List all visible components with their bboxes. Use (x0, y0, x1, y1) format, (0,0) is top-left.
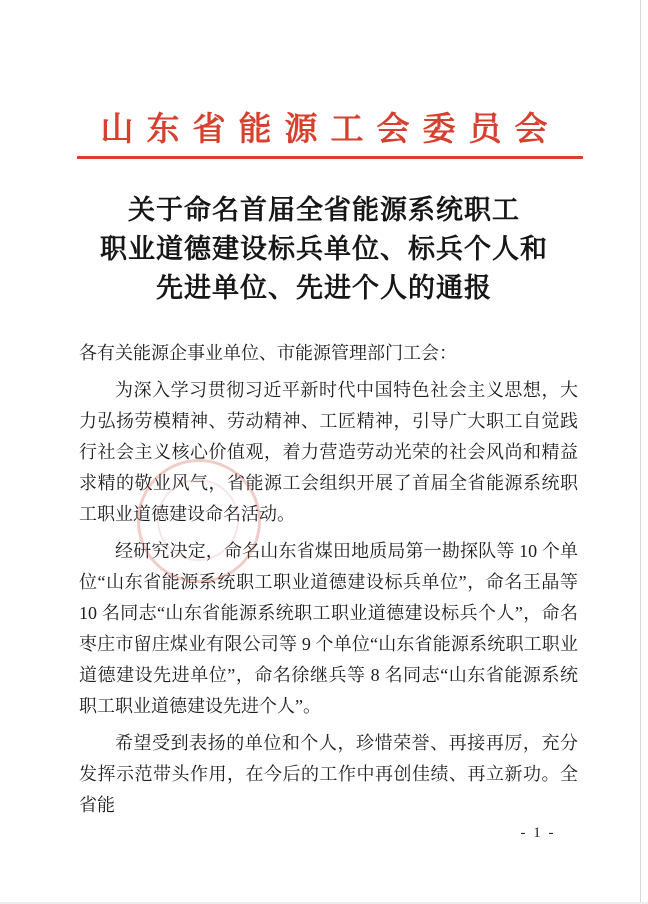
document-title (0, 191, 648, 308)
document-title-line-1: 关于命名首届全省能源系统职工 (128, 195, 520, 225)
scan-edge-right (640, 0, 641, 904)
document-title-line-3: 先进单位、先进个人的通报 (156, 273, 492, 303)
letterhead-org-name: 山东省能源工会委员会 (100, 112, 561, 148)
document-title-line-2: 职业道德建设标兵单位、标兵个人和 (100, 234, 548, 264)
document-body (79, 338, 578, 821)
page-number: - 1 - (520, 825, 556, 841)
body-paragraph: 希望受到表扬的单位和个人，珍惜荣誉、再接再厉，充分发挥示范带头作用，在今后的工作中再创佳绩、再立新功。全省能 (79, 733, 578, 815)
body-paragraph: 为深入学习贯彻习近平新时代中国特色社会主义思想，大力弘扬劳模精神、劳动精神、工匠精神，引导广大职工自觉践行社会主义核心价值观，着力营造劳动光荣的社会风尚和精益求精的敬业风气，省能源工会组织开展了首届全省能源系统职工职业道德建设命名活动。 (79, 380, 578, 524)
salutation-line: 各有关能源企事业单位、市能源管理部门工会： (79, 343, 457, 363)
letterhead-divider-rule (77, 156, 583, 159)
body-paragraph: 经研究决定，命名山东省煤田地质局第一勘探队等 10 个单位“山东省能源系统职工职业道德建设标兵单位”，命名王晶等 10 名同志“山东省能源系统职工职业道德建设标兵个人”，命名枣庄市留庄煤业有限公司等 9 个单位“山东省能源系统职工职业道德建设先进单位”，命名徐继兵等 8 名同志“山东省能源系统职工职业道德建设先进个人”。 (79, 541, 578, 716)
